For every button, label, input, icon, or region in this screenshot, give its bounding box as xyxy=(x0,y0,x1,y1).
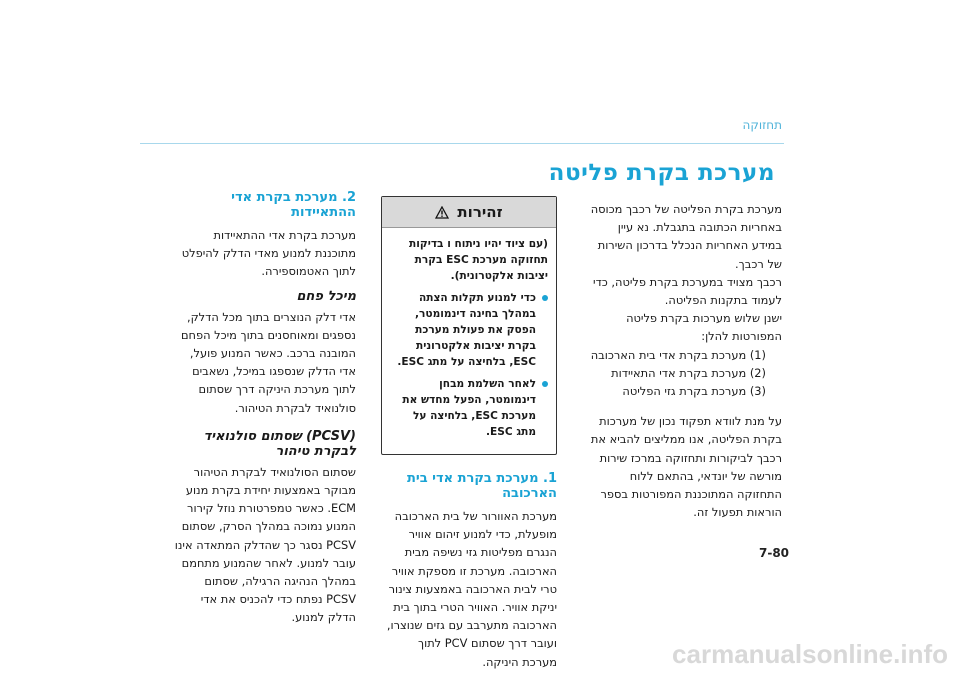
section2-body: מערכת בקרת אדי ההתאיידות מתוכננת למנוע מאדי הדלק להיפלט לתוך האטמוספירה. xyxy=(181,228,356,279)
caution-bullets xyxy=(390,290,548,440)
list-item: (3) מערכת בקרת גזי הפליטה xyxy=(622,384,766,399)
caution-intro: (עם ציוד יהיו ניתוח ו בדיקות תחזוקה מערכת ESC בקרת יציבות אלקטרונית). xyxy=(409,238,548,282)
bullet-icon xyxy=(542,381,548,387)
page-title: מערכת בקרת פליטה xyxy=(548,160,775,186)
subsection-a-body: אדי דלק הנוצרים בתוך מכל הדלק, נספגים ומאוחסנים בתוך מיכל הפחם המובנה ברכב. כאשר המנוע פועל, אדי הדלק שנספגו במיכל, נשאבים לתוך מערכת היניקה דרך שסתום סולנואיד לבקרת הטיהור. xyxy=(180,309,356,415)
list-item: (2) מערכת בקרת אדי התאיידות xyxy=(611,365,766,380)
bullet-icon xyxy=(542,295,548,301)
middle-column xyxy=(381,196,557,671)
list-intro: ישנן שלוש מערכות בקרת פליטה המפורטות להלן: xyxy=(626,311,782,344)
warning-triangle-icon xyxy=(435,206,449,219)
subsection-b-body: שסתום הסולנואיד לבקרת הטיהור מבוקר באמצעות יחידת בקרת מנוע ECM. כאשר טמפרטורת נוזל קירור המנוע נמוכה במהלך הסרק, שסתום PCSV נסגר כך שהדלק המתאדה אינו עובר למנוע. לאחר שהמנוע מתחמם במהלך הנהיגה הרגילה, שסתום PCSV נפתח כדי להכניס את אדי הדלק למנוע. xyxy=(174,464,356,625)
section2-heading: 2. מערכת בקרת אדי ההתאיידות xyxy=(231,190,356,220)
right-column xyxy=(584,200,782,521)
caution-bullet-text: לאחר השלמת מבחן דינמומטר, הפעל מחדש את מערכת ESC, בלחיצה על מתג ESC. xyxy=(402,378,536,438)
intro-paragraph-2: רכבך מצויד במערכת בקרת פליטה, כדי לעמוד בתקנות הפליטה. xyxy=(593,274,782,308)
header-divider xyxy=(140,143,784,144)
left-column xyxy=(172,190,356,627)
section-label: תחזוקה xyxy=(742,118,782,132)
subsection-b-heading: (PCSV) שסתום סולנואיד לבקרת טיהור xyxy=(203,428,356,459)
caution-title: זהירות xyxy=(457,203,503,221)
closing-paragraph: על מנת לוודא תפקוד נכון של מערכות בקרת הפליטה, אנו ממליצים להביא את רכבך לביקורות ותחזוקה במרכז שירות מורשה של יונדאי, בהתאם ללוח התחזוקה המתוכננת המפורטות בספר הוראות תפעול זה. xyxy=(590,414,782,520)
section1-heading: 1. מערכת בקרת אדי בית הארכובה xyxy=(406,471,557,501)
caution-header xyxy=(382,197,556,228)
caution-bullet-text: כדי למנוע תקלות הצתה במהלך בחינה דינמומטר, הפסק את פעולת מערכת בקרת יציבות אלקטרונית ESC, בלחיצה על מתג ESC. xyxy=(397,292,536,368)
list-item: (1) מערכת בקרת אדי בית הארכובה xyxy=(590,347,766,362)
caution-bullet xyxy=(390,376,548,440)
systems-list xyxy=(584,346,782,401)
subsection-a-heading: מיכל פחם xyxy=(296,288,356,304)
section1-body: מערכת האוורור של בית הארכובה מופעלת, כדי למנוע זיהום אוויר הנגרם מפליטות גזי נשיפה מבית הארכובה. מערכת זו מספקת אוויר טרי לבית הארכובה באמצעות צינור יניקת אוויר. האוויר הטרי בתוך בית הארכובה מתערבב עם גזים שנוצרו, ועובר דרך שסתום PCV לתוך מערכת היניקה. xyxy=(386,509,557,669)
caution-body xyxy=(382,228,556,454)
caution-box xyxy=(381,196,557,455)
watermark: carmanualsonline.info xyxy=(672,639,948,669)
intro-paragraph: מערכת בקרת הפליטה של רכבך מכוסה באחריות הכתובה בתגבלת. נא עיין במידע האחריות הנכלל בדרכון השירות של רכבך. xyxy=(590,202,782,271)
caution-bullet xyxy=(390,290,548,370)
page-number: 7-80 xyxy=(759,546,790,560)
